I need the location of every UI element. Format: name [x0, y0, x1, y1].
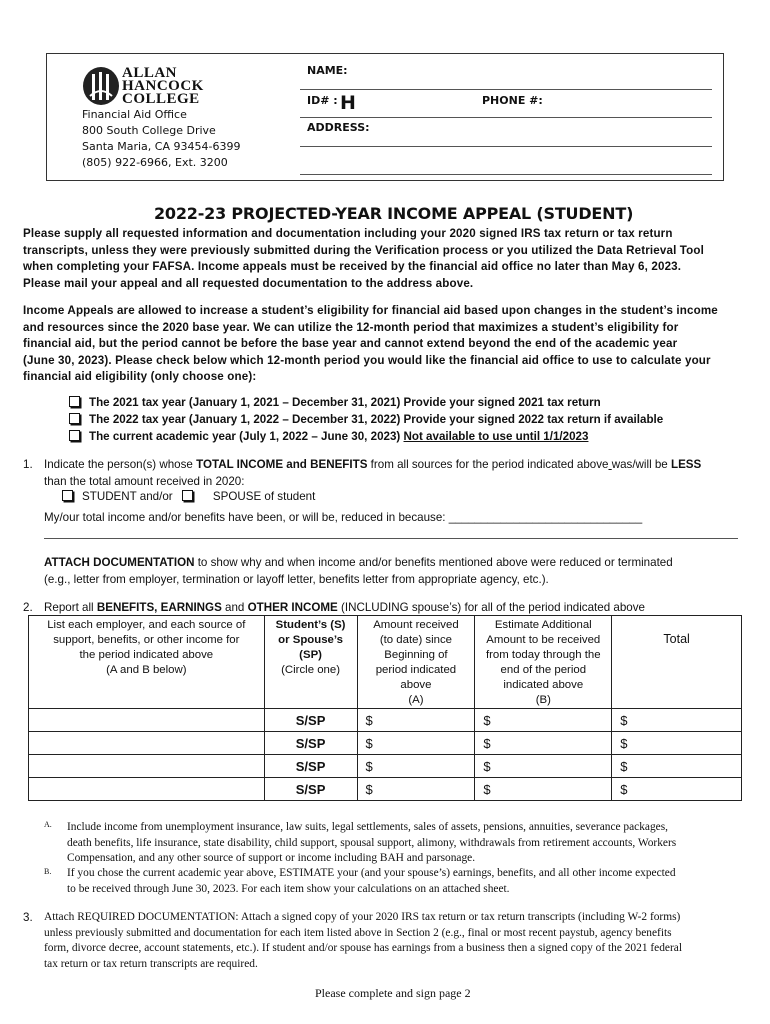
table-row [29, 709, 742, 732]
address-field-2[interactable] [300, 174, 712, 175]
amount-b-cell[interactable]: $ [475, 755, 612, 778]
id-value[interactable]: H [340, 92, 356, 114]
amount-a-cell[interactable]: $ [357, 709, 475, 732]
s1-text-b: TOTAL INCOME and BENEFITS [196, 458, 368, 471]
option-academic-note: Not available to use until 1/1/2023 [403, 430, 589, 443]
table-header-row [29, 616, 742, 709]
amount-a-cell[interactable]: $ [357, 755, 475, 778]
option-academic-label: The current academic year (July 1, 2022 – June 30, 2023) [89, 430, 401, 443]
intro-line-2: transcripts, unless they were previously submitted during the Verification process or you utilized the Data Retrieval Tool [23, 243, 705, 257]
note-a [67, 820, 757, 867]
reason-field[interactable] [44, 538, 738, 539]
table-row [29, 778, 742, 801]
table-row [29, 732, 742, 755]
income-table [28, 615, 742, 801]
total-cell[interactable]: $ [612, 778, 742, 801]
appeals-line-5: financial aid eligibility (only choose one): [23, 370, 257, 383]
note-a-line-2: death benefits, life insurance, state disability, child support, spousal support, alimony, withdrawals from retirement accounts, Workers [67, 836, 677, 849]
s3-line-2: unless previously submitted and documentation for each item listed above in Section 2 (e.g., final or most recent paystub, agency benefits [44, 926, 672, 939]
s2-p2: BENEFITS, EARNINGS [96, 601, 222, 614]
office-name: Financial Aid Office [82, 108, 187, 121]
appeals-line-3: financial aid, but the period cannot be before the base year and cannot extend beyond the end of the academic year [23, 337, 678, 350]
checkbox-icon[interactable] [69, 413, 80, 424]
office-street: 800 South College Drive [82, 124, 216, 137]
person-cell[interactable]: S/SP [264, 778, 357, 801]
office-address [82, 107, 240, 171]
option-2022[interactable] [69, 411, 663, 428]
amount-b-cell[interactable]: $ [475, 778, 612, 801]
s1-text-c: from all sources for the period indicated above [367, 458, 609, 471]
attach-line-2: (e.g., letter from employer, termination or layoff letter, benefits letter from appropriate agency, etc.). [44, 572, 549, 586]
appeals-line-4: (June 30, 2023). Please check below which 12-month period you would like the financial aid office to use to calculate your [23, 353, 711, 367]
header-person: Student’s (S) or Spouse’s (SP) (Circle one) [264, 616, 357, 709]
student-label: STUDENT and/or [82, 490, 173, 503]
college-logo-icon [82, 66, 120, 106]
total-cell[interactable]: $ [612, 709, 742, 732]
checkbox-icon[interactable] [69, 430, 80, 441]
student-checkbox-icon[interactable] [62, 490, 73, 501]
source-cell[interactable] [29, 709, 265, 732]
source-cell[interactable] [29, 778, 265, 801]
option-academic-year[interactable] [69, 428, 663, 445]
address-field-1[interactable] [300, 146, 712, 147]
intro-paragraph [23, 226, 753, 292]
note-b [67, 866, 757, 897]
table-row [29, 755, 742, 778]
college-logo [82, 66, 217, 106]
intro-line-3: when completing your FAFSA. Income appeals must be received by the financial aid office no later than May 6, 2023. [23, 260, 682, 273]
intro-line-4: Please mail your appeal and all requested documentation to the address above. [23, 276, 474, 290]
section-1-text [44, 457, 754, 490]
name-field[interactable] [300, 89, 712, 90]
s3-line-3: form, divorce decree, account statements, etc.). If student and/or spouse has earnings from a business then a signed copy of the 2021 federal [44, 942, 682, 954]
logo-line-3: COLLEGE [122, 91, 200, 107]
id-label: ID# : [307, 94, 338, 107]
s3-line-1: Attach REQUIRED DOCUMENTATION: Attach a signed copy of your 2020 IRS tax return or tax return transcripts (including W-2 forms) [44, 911, 681, 923]
period-options [69, 394, 663, 445]
amount-b-cell[interactable]: $ [475, 732, 612, 755]
option-2022-label: The 2022 tax year (January 1, 2022 – December 31, 2022) Provide your signed 2022 tax return if available [89, 413, 664, 426]
note-b-label: B. [44, 867, 52, 876]
amount-a-cell[interactable]: $ [357, 778, 475, 801]
s3-line-4: tax return or tax return transcripts are required. [44, 957, 258, 970]
appeals-paragraph [23, 303, 753, 386]
page-title: 2022-23 PROJECTED-YEAR INCOME APPEAL (STUDENT) [154, 204, 634, 223]
phone-label: PHONE #: [482, 94, 543, 107]
attach-text [44, 555, 754, 588]
source-cell[interactable] [29, 755, 265, 778]
intro-line-1: Please supply all requested information and documentation including your 2020 signed IRS tax return or tax return [23, 227, 673, 240]
source-cell[interactable] [29, 732, 265, 755]
person-cell[interactable]: S/SP [264, 732, 357, 755]
attach-bold: ATTACH DOCUMENTATION [44, 556, 195, 569]
attach-rest: to show why and when income and/or benefits mentioned above were reduced or terminated [194, 556, 673, 569]
note-b-line-2: to be received through June 30, 2023. For each item show your calculations on an attached sheet. [67, 882, 510, 895]
s1-text-a: Indicate the person(s) whose [44, 458, 197, 471]
amount-a-cell[interactable]: $ [357, 732, 475, 755]
s2-p5: (INCLUDING spouse’s) for all of the period indicated above [337, 601, 645, 614]
header-source: List each employer, and each source of support, benefits, or other income for the period indicated above (A and B below) [29, 616, 265, 709]
total-cell[interactable]: $ [612, 755, 742, 778]
s2-p4: OTHER INCOME [247, 601, 338, 614]
section-1-number: 1. [23, 458, 33, 471]
spouse-checkbox-icon[interactable] [182, 490, 193, 501]
note-a-label: A. [44, 820, 52, 829]
appeals-line-1: Income Appeals are allowed to increase a student’s eligibility for financial aid based upon changes in the student’s income [23, 304, 718, 317]
office-city: Santa Maria, CA 93454-6399 [82, 140, 241, 153]
amount-b-cell[interactable]: $ [475, 709, 612, 732]
s2-p1: Report all [44, 601, 97, 614]
address-label: ADDRESS: [307, 121, 370, 134]
logo-line-2: HANCOCK [122, 78, 204, 94]
note-b-line-1: If you chose the current academic year above, ESTIMATE your (and your spouse’s) earnings, benefits, and all other income expected [67, 867, 676, 879]
appeals-line-2: and resources since the 2020 base year. We can utilize the 12-month period that maximizes a student’s eligibility for [23, 320, 679, 334]
header-amount-received: Amount received (to date) since Beginning of period indicated above (A) [357, 616, 475, 709]
header-estimate: Estimate Additional Amount to be received from today through the end of the period indicated above (B) [475, 616, 612, 709]
option-2021-label: The 2021 tax year (January 1, 2021 – December 31, 2021) Provide your signed 2021 tax return [89, 396, 601, 409]
reason-line[interactable]: My/our total income and/or benefits have been, or will be, reduced in because: ______________________________ [44, 511, 643, 524]
section-3-number: 3. [23, 911, 33, 924]
spouse-label: SPOUSE of student [212, 490, 316, 503]
person-cell[interactable]: S/SP [264, 709, 357, 732]
s1-text-e: was/will be [611, 458, 671, 471]
checkbox-icon[interactable] [69, 396, 80, 407]
person-checkboxes [62, 489, 315, 506]
logo-line-1: ALLAN [122, 65, 178, 81]
office-phone: (805) 922-6966, Ext. 3200 [82, 156, 228, 169]
option-2021[interactable] [69, 394, 663, 411]
id-phone-field[interactable] [300, 117, 712, 118]
section-3-text [44, 910, 754, 972]
s2-p3: and [221, 601, 248, 614]
note-a-line-1: Include income from unemployment insurance, law suits, legal settlements, sales of assets, pensions, annuities, severance packages, [67, 821, 669, 833]
header-total: Total [612, 616, 742, 709]
note-a-line-3: Compensation, and any other source of support or income including BAH and parsonage. [67, 852, 476, 864]
name-label: NAME: [307, 64, 348, 77]
s1-line-2: than the total amount received in 2020: [44, 474, 245, 488]
s1-text-f: LESS [670, 458, 702, 471]
total-cell[interactable]: $ [612, 732, 742, 755]
person-cell[interactable]: S/SP [264, 755, 357, 778]
footer-note: Please complete and sign page 2 [315, 986, 471, 1000]
section-2-number: 2. [23, 601, 33, 614]
